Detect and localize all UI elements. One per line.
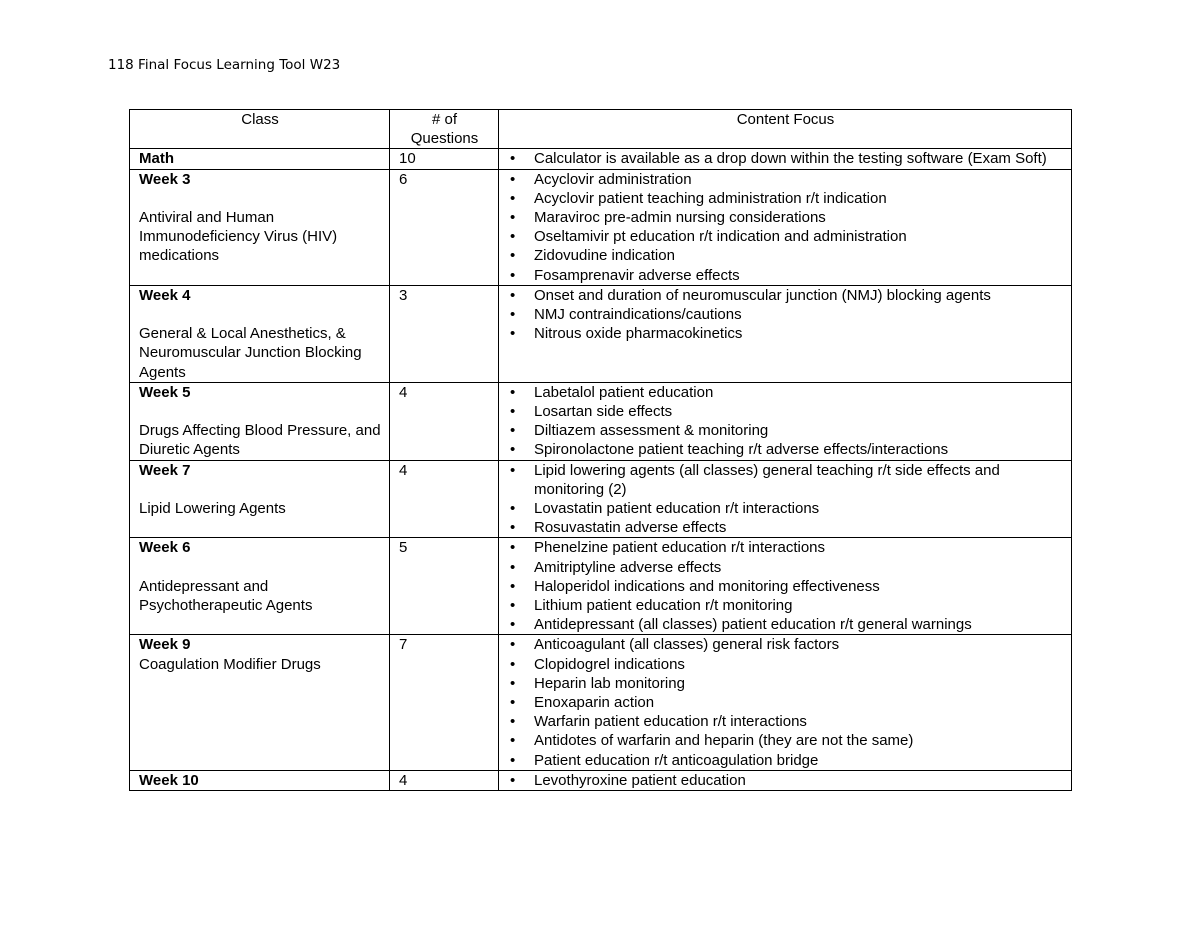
list-item: • Labetalol patient education	[508, 383, 1063, 402]
question-count: 3	[390, 285, 499, 382]
table-row	[130, 382, 1072, 460]
list-item: • Losartan side effects	[508, 402, 1063, 421]
list-item: • Heparin lab monitoring	[508, 674, 1063, 693]
class-cell	[130, 169, 390, 285]
list-item: • Anticoagulant (all classes) general risk factors	[508, 635, 1063, 654]
list-item: • Diltiazem assessment & monitoring	[508, 421, 1063, 440]
week-label: Week 6	[139, 539, 191, 557]
content-cell	[499, 460, 1072, 538]
list-item: • Levothyroxine patient education	[508, 771, 1063, 790]
question-count: 10	[390, 149, 499, 169]
class-cell	[130, 382, 390, 460]
table-row	[130, 460, 1072, 538]
list-item: • Warfarin patient education r/t interactions	[508, 712, 1063, 731]
list-item: • Oseltamivir pt education r/t indication and administration	[508, 227, 1063, 246]
list-item: • Fosamprenavir adverse effects	[508, 266, 1063, 285]
list-item: • Nitrous oxide pharmacokinetics	[508, 324, 1063, 343]
question-count: 4	[390, 460, 499, 538]
content-cell	[499, 538, 1072, 635]
focus-table	[129, 109, 1072, 791]
table-row	[130, 285, 1072, 382]
list-item: • Acyclovir administration	[508, 170, 1063, 189]
content-cell	[499, 169, 1072, 285]
week-label: Week 4	[139, 286, 191, 304]
class-cell	[130, 635, 390, 770]
topic-label: Antidepressant and Psychotherapeutic Agents	[139, 577, 313, 615]
table-row	[130, 770, 1072, 790]
topic-label: Coagulation Modifier Drugs	[139, 655, 321, 673]
column-header-class: Class	[130, 110, 390, 149]
week-label: Week 10	[139, 771, 199, 789]
list-item: • Clopidogrel indications	[508, 655, 1063, 674]
list-item: • Antidotes of warfarin and heparin (they are not the same)	[508, 731, 1063, 750]
week-label: Math	[139, 150, 174, 168]
list-item: • Spironolactone patient teaching r/t adverse effects/interactions	[508, 440, 1063, 459]
class-cell	[130, 460, 390, 538]
table-row	[130, 538, 1072, 635]
content-cell	[499, 635, 1072, 770]
question-count: 7	[390, 635, 499, 770]
class-cell	[130, 285, 390, 382]
week-label: Week 7	[139, 461, 191, 479]
question-count: 5	[390, 538, 499, 635]
week-label: Week 3	[139, 170, 191, 188]
list-item: • Lipid lowering agents (all classes) general teaching r/t side effects and monitoring (2)	[508, 461, 1063, 499]
content-cell	[499, 149, 1072, 169]
list-item: • Lovastatin patient education r/t interactions	[508, 499, 1063, 518]
list-item: • Acyclovir patient teaching administration r/t indication	[508, 189, 1063, 208]
list-item: • Zidovudine indication	[508, 246, 1063, 265]
question-count: 4	[390, 382, 499, 460]
topic-label: Drugs Affecting Blood Pressure, and Diuretic Agents	[139, 422, 381, 459]
table-row	[130, 149, 1072, 169]
list-item: • Phenelzine patient education r/t interactions	[508, 538, 1063, 557]
question-count: 4	[390, 770, 499, 790]
topic-label: Antiviral and Human Immunodeficiency Virus (HIV) medications	[139, 209, 338, 265]
class-cell	[130, 149, 390, 169]
list-item: • NMJ contraindications/cautions	[508, 305, 1063, 324]
column-header-questions: # of Questions	[390, 110, 499, 149]
list-item: • Antidepressant (all classes) patient education r/t general warnings	[508, 615, 1063, 634]
list-item: • Haloperidol indications and monitoring effectiveness	[508, 577, 1063, 596]
table-header-row	[130, 110, 1072, 149]
topic-label: Lipid Lowering Agents	[139, 500, 286, 518]
week-label: Week 5	[139, 383, 191, 401]
class-cell	[130, 538, 390, 635]
content-cell	[499, 770, 1072, 790]
list-item: • Calculator is available as a drop down within the testing software (Exam Soft)	[508, 149, 1063, 168]
content-cell	[499, 382, 1072, 460]
week-label: Week 9	[139, 636, 191, 654]
topic-label: General & Local Anesthetics, & Neuromuscular Junction Blocking Agents	[139, 325, 362, 381]
question-count: 6	[390, 169, 499, 285]
list-item: • Maraviroc pre-admin nursing considerations	[508, 208, 1063, 227]
table-row	[130, 635, 1072, 770]
list-item: • Onset and duration of neuromuscular junction (NMJ) blocking agents	[508, 286, 1063, 305]
list-item: • Lithium patient education r/t monitoring	[508, 596, 1063, 615]
list-item: • Amitriptyline adverse effects	[508, 558, 1063, 577]
list-item: • Enoxaparin action	[508, 693, 1063, 712]
list-item: • Patient education r/t anticoagulation bridge	[508, 751, 1063, 770]
class-cell	[130, 770, 390, 790]
content-cell	[499, 285, 1072, 382]
page-header: 118 Final Focus Learning Tool W23	[108, 57, 341, 73]
table-row	[130, 169, 1072, 285]
list-item: • Rosuvastatin adverse effects	[508, 518, 1063, 537]
column-header-content: Content Focus	[499, 110, 1072, 149]
